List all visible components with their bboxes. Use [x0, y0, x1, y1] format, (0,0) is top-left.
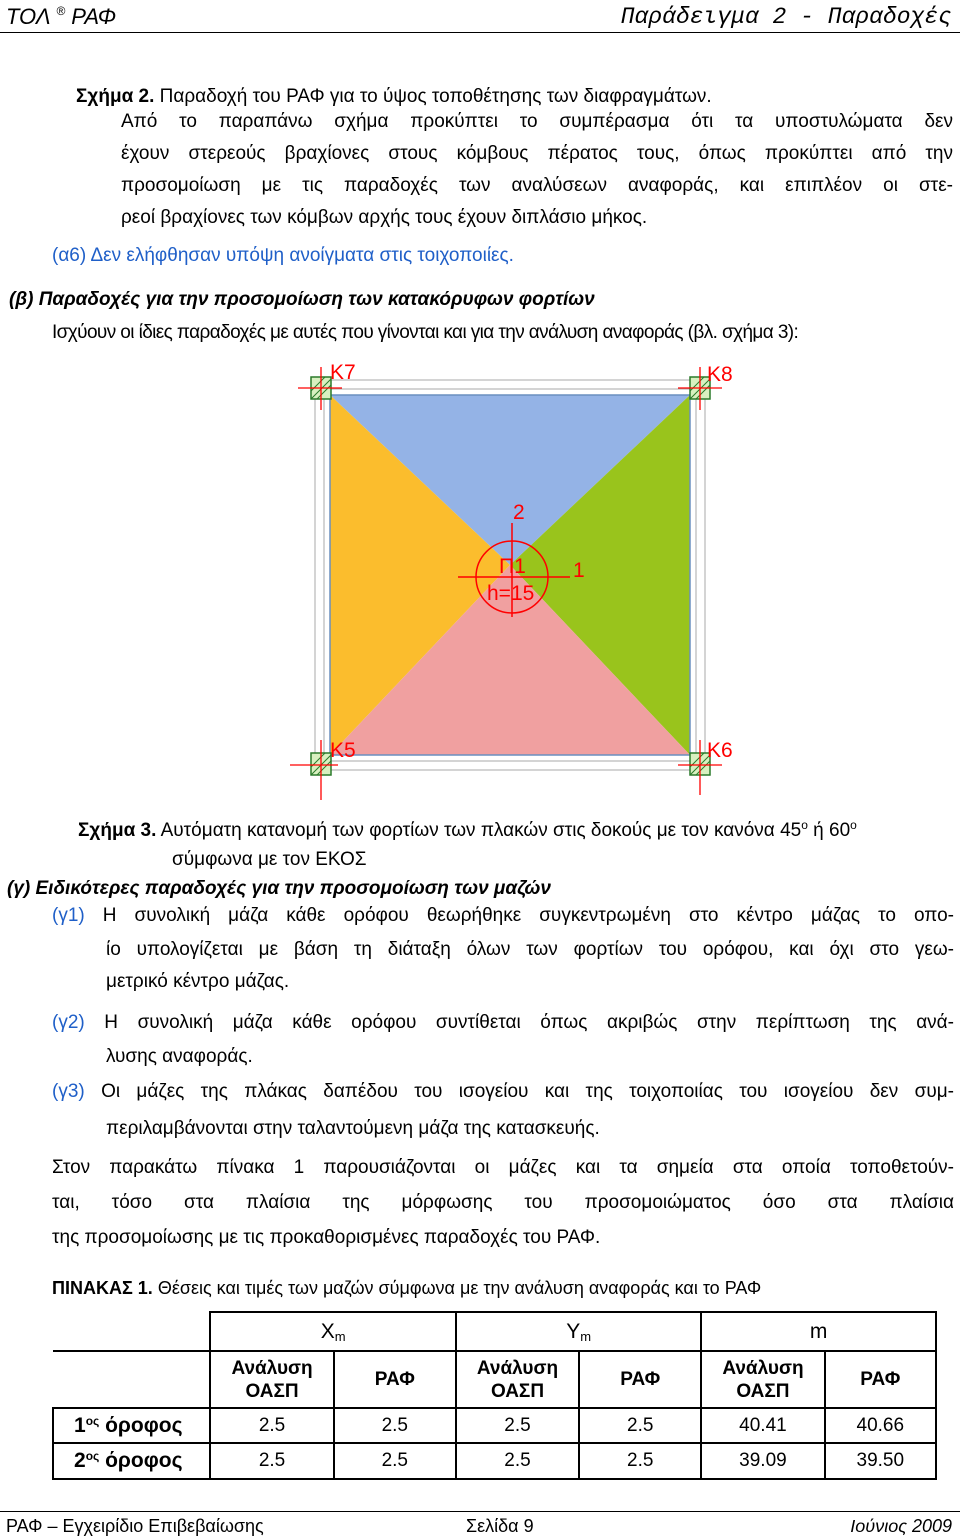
paragraph-2: Στον παρακάτω πίνακα 1 παρουσιάζονται οι μάζες και τα σημεία στα οποία τοποθετούν- ται, τόσο στα πλαίσια της μόρφωσης του προσομοιώματος όσο στα πλαίσια της προσομοίωσης με τις προκαθορισμένες παραδοχές του ΡΑΦ.	[52, 1157, 954, 1248]
table-1-caption: ΠΙΝΑΚΑΣ 1. Θέσεις και τιμές των μαζών σύμφωνα με την ανάλυση αναφοράς και το ΡΑΦ	[52, 1278, 762, 1298]
column-label-k5: Κ5	[330, 739, 356, 762]
footer-right: Ιούνιος 2009	[850, 1516, 952, 1536]
table-header-row	[53, 1312, 936, 1351]
registered-mark: ®	[56, 4, 66, 18]
section-c-title: (γ) Ειδικότερες παραδοχές για την προσομοίωση των μαζών	[7, 878, 551, 899]
row-label: $2^{o\varsigma}$ όροφος	[53, 1443, 210, 1479]
item-c3-cont: περιλαμβάνονται στην ταλαντούμενη μάζα της κατασκευής.	[106, 1118, 600, 1139]
figure-3-caption-line2: σύμφωνα με τον ΕΚΟΣ	[172, 849, 367, 870]
cell: 2.5	[334, 1408, 456, 1443]
subheader-raf: ΡΑΦ	[825, 1351, 936, 1408]
cell: 40.41	[701, 1408, 824, 1443]
item-c2-cont: λυσης αναφοράς.	[106, 1046, 253, 1067]
column-label-k7: Κ7	[330, 361, 356, 384]
table-subheader-row	[53, 1351, 936, 1408]
cell: 2.5	[579, 1443, 701, 1479]
subheader-analysis: Ανάλυση ΟΑΣΠ	[210, 1351, 333, 1408]
table-1	[52, 1311, 937, 1480]
item-c1-label: (γ1)	[52, 905, 85, 926]
table-row	[53, 1408, 936, 1443]
cell: 40.66	[825, 1408, 936, 1443]
paragraph-1-line: έχουν στερεούς βραχίονες στους κόμβους πέρατος τους, όπως προκύπτει από την	[121, 143, 953, 164]
cell: 39.09	[701, 1443, 824, 1479]
cell: 2.5	[456, 1408, 579, 1443]
cell: 2.5	[210, 1408, 333, 1443]
slab-thickness-label: h=15	[487, 582, 535, 605]
slab-load-diagram	[280, 355, 750, 800]
axis-label-1: 1	[573, 559, 585, 582]
cell: 2.5	[579, 1408, 701, 1443]
header-right-title: Παράδειγμα 2 - Παραδοχές	[620, 4, 952, 30]
subheader-analysis: Ανάλυση ΟΑΣΠ	[456, 1351, 579, 1408]
item-c1-cont: ίο υπολογίζεται με βάση τη διάταξη όλων των φορτίων του ορόφου, και όχι στο γεω- μετρικό κέντρο μάζας.	[106, 939, 954, 992]
row-label: $1^{o\varsigma}$ όροφος	[53, 1408, 210, 1443]
paragraph-1-line: Από το παραπάνω σχήμα προκύπτει το συμπέρασμα ότι τα υποστυλώματα δεν	[121, 111, 953, 132]
paragraph-1-line: προσομοίωση με τις παραδοχές των αναλύσεων αναφοράς, και επιπλέον οι στε-	[121, 175, 953, 196]
header-m: m	[701, 1312, 936, 1351]
footer-divider	[0, 1511, 960, 1512]
item-c1: (γ1) Η συνολική μάζα κάθε ορόφου θεωρήθηκε συγκεντρωμένη στο κέντρο μάζας το οπο-	[52, 905, 954, 926]
cell: 39.50	[825, 1443, 936, 1479]
paragraph-1-line: ρεοί βραχίονες των κόμβων αρχής τους έχουν διπλάσιο μήκος.	[121, 207, 648, 228]
column-label-k6: Κ6	[707, 739, 733, 762]
cell: 2.5	[210, 1443, 333, 1479]
subheader-analysis: Ανάλυση ΟΑΣΠ	[701, 1351, 824, 1408]
section-b-text: Ισχύουν οι ίδιες παραδοχές με αυτές που γίνονται και για την ανάλυση αναφοράς (βλ. σχήμα 3):	[52, 322, 799, 343]
cell: 2.5	[456, 1443, 579, 1479]
header-left-title: ΤΟΛ ® ΡΑΦ	[6, 4, 117, 29]
item-c2-label: (γ2)	[52, 1012, 85, 1033]
section-b-title: (β) Παραδοχές για την προσομοίωση των κατακόρυφων φορτίων	[9, 289, 595, 310]
cell: 2.5	[334, 1443, 456, 1479]
column-label-k8: Κ8	[707, 363, 733, 386]
header-ym: $Y_m$	[456, 1312, 701, 1351]
subheader-raf: ΡΑΦ	[579, 1351, 701, 1408]
header-divider	[0, 32, 960, 33]
item-a6: (α6) Δεν ελήφθησαν υπόψη ανοίγματα στις τοιχοποιίες.	[52, 245, 514, 266]
figure-2-caption: Σχήμα 2. Παραδοχή του ΡΑΦ για το ύψος τοποθέτησης των διαφραγμάτων.	[76, 86, 712, 107]
slab-name-label: Π1	[499, 555, 526, 578]
figure-3-caption: Σχήμα 3. Αυτόματη κατανομή των φορτίων των πλακών στις δοκούς με τον κανόνα $45^o$ ή $60^o$	[78, 818, 857, 841]
paragraph-1	[121, 106, 953, 234]
footer-left: ΡΑΦ – Εγχειρίδιο Επιβεβαίωσης	[6, 1516, 264, 1536]
table-row	[53, 1443, 936, 1479]
header-xm: $X_m$	[210, 1312, 455, 1351]
axis-label-2: 2	[513, 501, 525, 524]
subheader-raf: ΡΑΦ	[334, 1351, 456, 1408]
item-c2: (γ2) Η συνολική μάζα κάθε ορόφου συντίθεται όπως ακριβώς στην περίπτωση της ανά-	[52, 1012, 954, 1033]
item-c3-label: (γ3)	[52, 1081, 85, 1102]
footer-center: Σελίδα 9	[466, 1516, 534, 1536]
item-c3: (γ3) Οι μάζες της πλάκας δαπέδου του ισογείου και της τοιχοποιίας του ισογείου δεν συμ-	[52, 1081, 954, 1102]
